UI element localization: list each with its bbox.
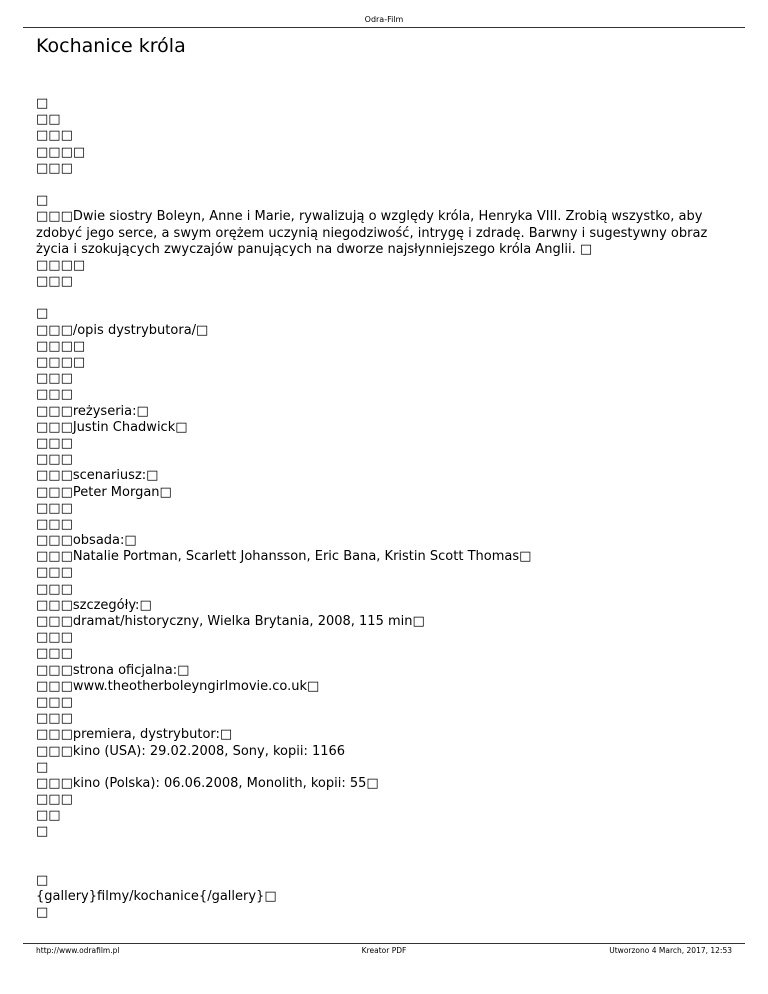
text-line: □□□	[36, 435, 73, 451]
text-line: □	[36, 306, 49, 322]
text-line: □□□	[36, 160, 73, 176]
text-line: □□□	[36, 694, 73, 710]
text-line: □□□Peter Morgan□	[36, 484, 172, 500]
text-line: □□□	[36, 452, 73, 468]
text-line: □□□kino (USA): 29.02.2008, Sony, kopii: 1166	[36, 743, 346, 759]
text-line: □□□	[36, 387, 73, 403]
text-line: □□□dramat/historyczny, Wielka Brytania, 2008, 115 min□	[36, 614, 425, 630]
text-line: □□□scenariusz:□	[36, 468, 159, 484]
text-line: □□□□	[36, 144, 86, 160]
text-line: □□□□	[36, 338, 86, 354]
text-line: □	[36, 824, 49, 840]
text-line: □□□	[36, 274, 73, 290]
article-body	[36, 96, 736, 922]
text-line: □□□www.theotherboleyngirlmovie.co.uk□	[36, 678, 320, 694]
text-line: □□□strona oficjalna:□	[36, 662, 190, 678]
text-line: □□□	[36, 371, 73, 387]
text-line: □□	[36, 112, 61, 128]
text-line: □□□kino (Polska): 06.06.2008, Monolith, kopii: 55□	[36, 775, 379, 791]
text-line: □□□szczegóły:□	[36, 597, 152, 613]
text-line: □□□□	[36, 355, 86, 371]
text-line: □	[36, 759, 49, 775]
text-line: □□	[36, 808, 61, 824]
page-title: Kochanice króla	[36, 35, 186, 57]
text-line: □□□	[36, 646, 73, 662]
blank-line	[36, 177, 736, 193]
text-line: □	[36, 96, 49, 111]
text-line: □□□Natalie Portman, Scarlett Johansson, Eric Bana, Kristin Scott Thomas□	[36, 549, 532, 565]
footer-generator: Kreator PDF	[361, 946, 407, 955]
header-divider	[23, 27, 745, 28]
blank-line	[36, 290, 736, 306]
text-line: □□□Justin Chadwick□	[36, 419, 188, 435]
text-line: □	[36, 905, 49, 921]
text-line: □	[36, 873, 49, 889]
text-line: □□□	[36, 516, 73, 532]
text-line: □□□	[36, 581, 73, 597]
text-line: □□□	[36, 128, 73, 144]
header-site-name: Odra-Film	[364, 15, 404, 24]
text-line: □□□reżyseria:□	[36, 403, 149, 419]
text-line: □□□	[36, 565, 73, 581]
footer-url[interactable]: http://www.odrafilm.pl	[36, 946, 120, 955]
text-line: □□□	[36, 630, 73, 646]
blank-line	[36, 841, 736, 857]
text-line: □□□premiera, dystrybutor:□	[36, 727, 233, 743]
text-line: □□□	[36, 711, 73, 727]
footer-created: Utworzono 4 March, 2017, 12:53	[609, 946, 732, 955]
footer-divider	[23, 943, 745, 944]
text-line: □□□	[36, 500, 73, 516]
synopsis-paragraph: □□□Dwie siostry Boleyn, Anne i Marie, rywalizują o względy króla, Henryka VIII. Zrobią wszystko, aby zdobyć jego serce, a swym orężem uczynią niegodziwość, intrygę i zdradę. Barwny i sugestywny obraz życia i szokujących zwyczajów panujących na dworze najsłynniejszego króla Anglii. □	[36, 209, 708, 257]
text-line: □	[36, 193, 49, 209]
text-line: □□□□	[36, 257, 86, 273]
text-line: □□□obsada:□	[36, 533, 137, 549]
text-line: □□□/opis dystrybutora/□	[36, 322, 209, 338]
text-line: {gallery}filmy/kochanice{/gallery}□	[36, 889, 277, 905]
text-line: □□□	[36, 792, 73, 808]
blank-line	[36, 857, 736, 873]
